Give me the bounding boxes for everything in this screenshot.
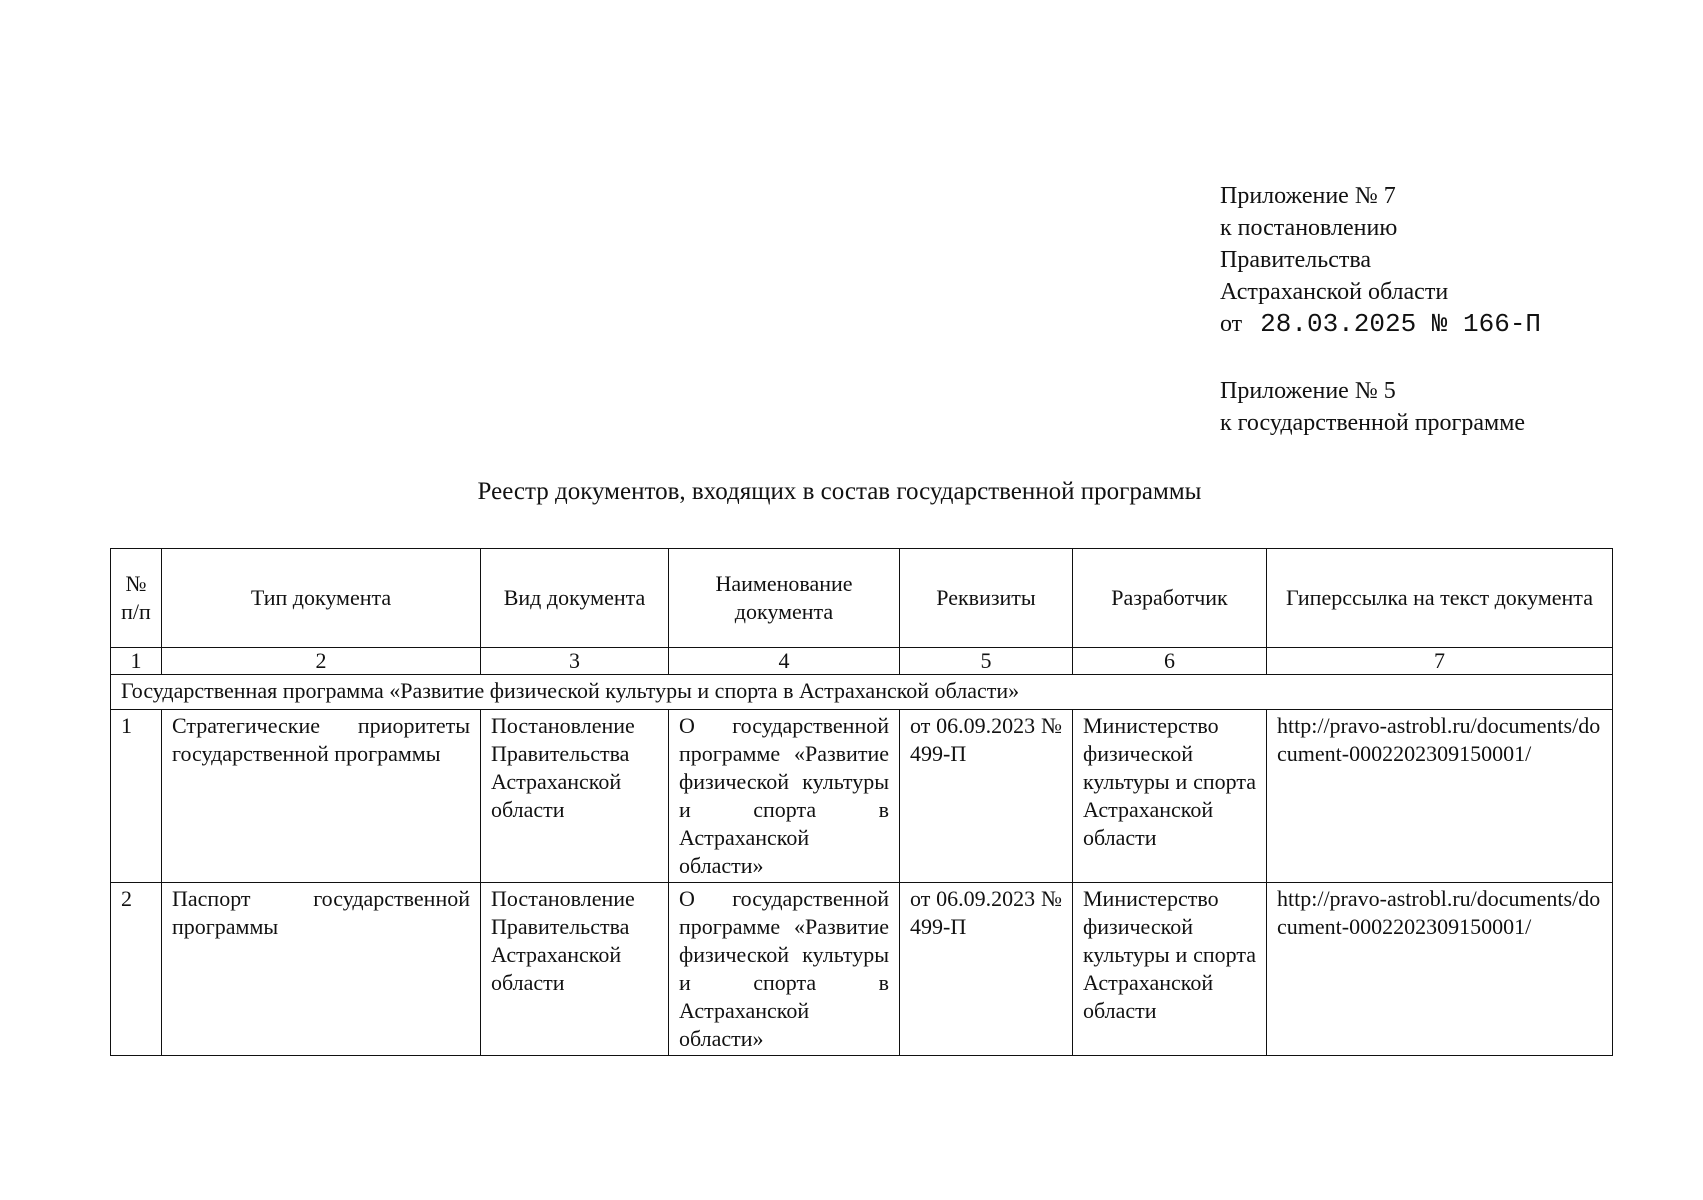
appendix-line: Правительства [1220,247,1372,273]
column-number-row [111,648,1613,675]
registry-table [110,548,1613,1056]
table-row [111,710,1613,883]
date-number-stamp: 28.03.2025 № 166-П [1260,309,1542,339]
date-prefix: от [1220,311,1243,337]
cell-details: от 06.09.2023 № 499-П [900,710,1073,883]
header-details: Реквизиты [900,549,1073,648]
appendix-resolution-block [1220,180,1541,340]
appendix-program-block [1220,375,1525,439]
appendix-line: Астраханской области [1220,279,1449,305]
column-number: 6 [1073,648,1267,675]
cell-hyperlink[interactable]: http://pravo-astrobl.ru/documents/document-0002202309150001/ [1267,883,1613,1056]
cell-doc-kind: Постановление Правительства Астраханской области [481,710,669,883]
column-number: 5 [900,648,1073,675]
column-number: 1 [111,648,162,675]
row-number: 2 [111,883,162,1056]
cell-doc-name: О государственной программе «Развитие физической культуры и спорта в Астраханской области» [669,710,900,883]
row-number: 1 [111,710,162,883]
header-doc-name: Наименование документа [669,549,900,648]
column-number: 2 [162,648,481,675]
column-number: 3 [481,648,669,675]
header-hyperlink: Гиперссылка на текст документа [1267,549,1613,648]
column-number: 7 [1267,648,1613,675]
resolution-date-line [1220,308,1541,340]
header-number: № п/п [111,549,162,648]
appendix-line: к постановлению [1220,215,1398,241]
cell-doc-type: Стратегические приоритеты государственной программы [162,710,481,883]
header-doc-kind: Вид документа [481,549,669,648]
header-doc-type: Тип документа [162,549,481,648]
table-row [111,883,1613,1056]
cell-developer: Министерство физической культуры и спорта Астраханской области [1073,710,1267,883]
cell-hyperlink[interactable]: http://pravo-astrobl.ru/documents/document-0002202309150001/ [1267,710,1613,883]
table-header-row [111,549,1613,648]
cell-developer: Министерство физической культуры и спорта Астраханской области [1073,883,1267,1056]
section-title: Государственная программа «Развитие физической культуры и спорта в Астраханской области» [111,675,1613,710]
cell-doc-kind: Постановление Правительства Астраханской области [481,883,669,1056]
header-developer: Разработчик [1073,549,1267,648]
document-title: Реестр документов, входящих в состав государственной программы [477,478,1202,505]
appendix-line: Приложение № 5 [1220,378,1396,404]
column-number: 4 [669,648,900,675]
appendix-line: Приложение № 7 [1220,183,1396,209]
section-row [111,675,1613,710]
appendix-line: к государственной программе [1220,410,1526,436]
cell-details: от 06.09.2023 № 499-П [900,883,1073,1056]
cell-doc-type: Паспорт государственной программы [162,883,481,1056]
cell-doc-name: О государственной программе «Развитие физической культуры и спорта в Астраханской области» [669,883,900,1056]
